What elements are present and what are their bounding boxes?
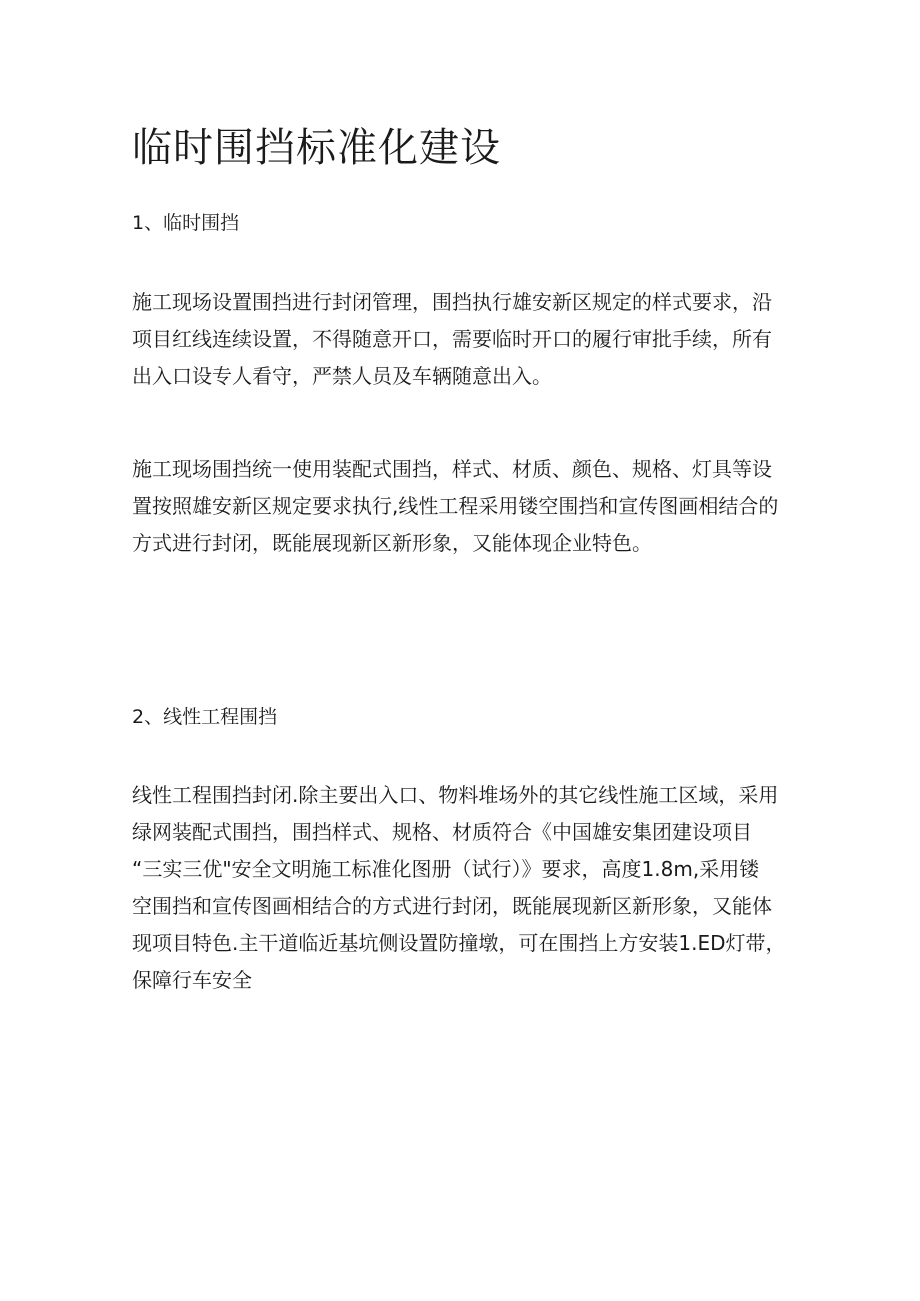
paragraph-line: 项目红线连续设置，不得随意开口，需要临时开口的履行审批手续，所有 xyxy=(132,327,772,351)
section-heading-1: 1、临时围挡 xyxy=(132,212,240,234)
paragraph-line: 空围挡和宣传图画相结合的方式进行封闭，既能展现新区新形象，又能体 xyxy=(132,894,772,918)
paragraph-line: 置按照雄安新区规定要求执行,线性工程采用镂空围挡和宣传图画相结合的 xyxy=(132,494,779,518)
section-heading-2: 2、线性工程围挡 xyxy=(132,706,278,728)
paragraph-line: 线性工程围挡封闭.除主要出入口、物料堆场外的其它线性施工区域，采用 xyxy=(132,783,779,807)
section-2-paragraph-1 xyxy=(132,777,792,999)
paragraph-line: 方式进行封闭，既能展现新区新形象，又能体现企业特色。 xyxy=(132,531,652,555)
section-1-paragraph-1 xyxy=(132,284,792,395)
paragraph-line: 现项目特色.主干道临近基坑侧设置防撞墩，可在围挡上方安装1.ED灯带， xyxy=(132,931,786,955)
paragraph-line: 施工现场围挡统一使用装配式围挡，样式、材质、颜色、规格、灯具等设 xyxy=(132,457,772,481)
paragraph-line: “三实三优"安全文明施工标准化图册（试行）》要求，高度1.8m,采用镂 xyxy=(132,857,760,881)
paragraph-line: 保障行车安全 xyxy=(132,968,252,992)
section-1-paragraph-2 xyxy=(132,451,792,562)
paragraph-line: 绿网装配式围挡，围挡样式、规格、材质符合《中国雄安集团建设项目 xyxy=(132,820,752,844)
paragraph-line: 施工现场设置围挡进行封闭管理，围挡执行雄安新区规定的样式要求，沿 xyxy=(132,290,772,314)
paragraph-line: 出入口设专人看守，严禁人员及车辆随意出入。 xyxy=(132,364,552,388)
page-title: 临时围挡标准化建设 xyxy=(132,125,501,171)
